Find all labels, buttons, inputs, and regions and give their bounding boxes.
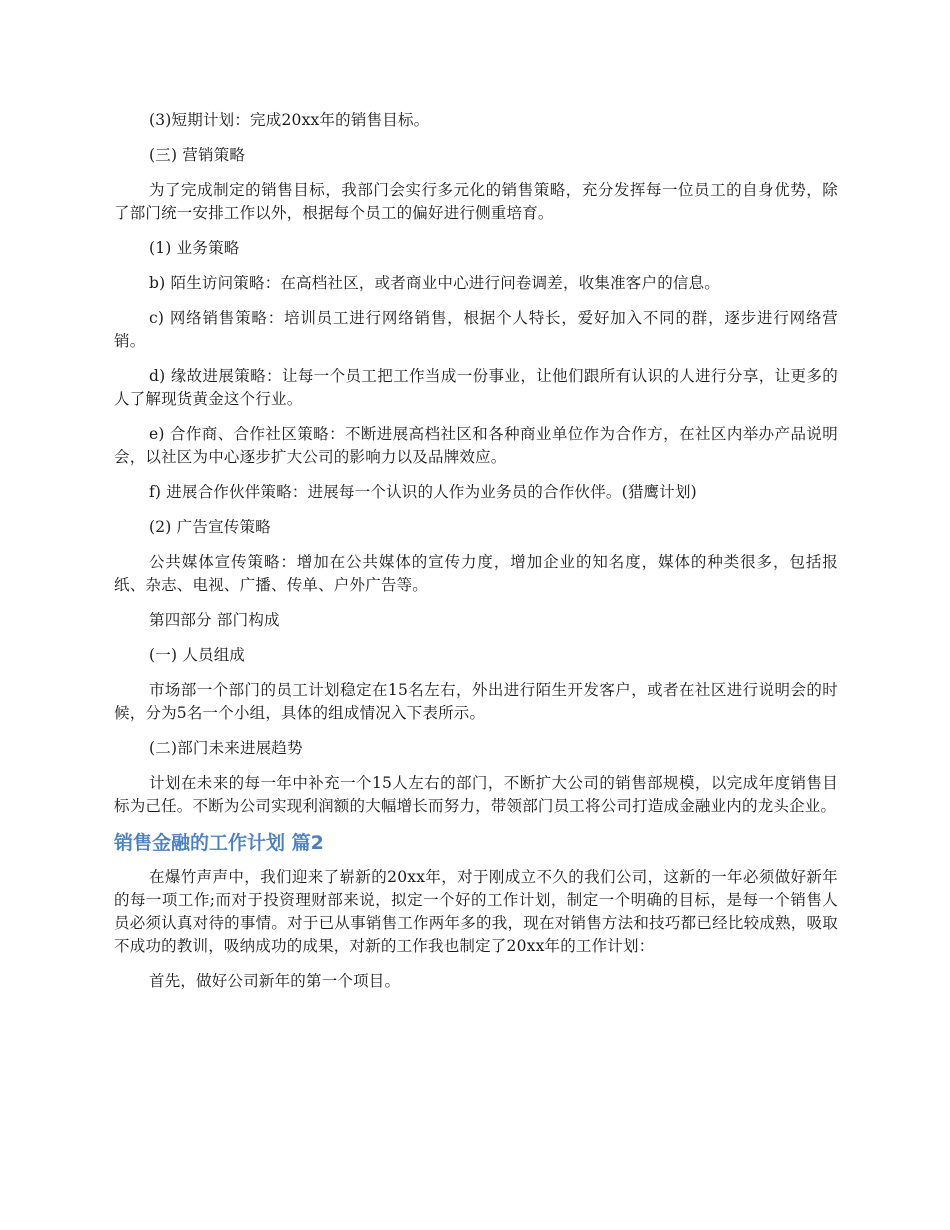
paragraph: 公共媒体宣传策略：增加在公共媒体的宣传力度，增加企业的知名度，媒体的种类很多，包括报纸、杂志、电视、广播、传单、户外广告等。 [114,553,838,594]
paragraph: c) 网络销售策略：培训员工进行网络销售，根据个人特长，爱好加入不同的群，逐步进行网络营销。 [114,309,838,350]
paragraph: 第四部分 部门构成 [149,611,280,629]
paragraph: 为了完成制定的销售目标，我部门会实行多元化的销售策略，充分发挥每一位员工的自身优势，除了部门统一安排工作以外，根据每个员工的偏好进行侧重培育。 [114,181,838,222]
paragraph: f) 进展合作伙伴策略：进展每一个认识的人作为业务员的合作伙伴。(猎鹰计划) [149,483,697,501]
document-body [114,109,838,1005]
paragraph: (2) 广告宣传策略 [149,518,271,536]
paragraph: 市场部一个部门的员工计划稳定在15名左右，外出进行陌生开发客户，或者在社区进行说明会的时候，分为5名一个小组，具体的组成情况入下表所示。 [114,681,838,722]
paragraph: 首先，做好公司新年的第一个项目。 [149,972,401,990]
paragraph: (1) 业务策略 [149,239,240,257]
paragraph: (二)部门未来进展趋势 [149,739,303,757]
paragraph: 计划在未来的每一年中补充一个15人左右的部门，不断扩大公司的销售部规模，以完成年度销售目标为己任。不断为公司实现利润额的大幅增长而努力，带领部门员工将公司打造成金融业内的龙头企业。 [114,774,838,815]
paragraph: e) 合作商、合作社区策略：不断进展高档社区和各种商业单位作为合作方，在社区内举办产品说明会，以社区为中心逐步扩大公司的影响力以及品牌效应。 [114,425,838,466]
paragraph: d) 缘故进展策略：让每一个员工把工作当成一份事业，让他们跟所有认识的人进行分享，让更多的人了解现货黄金这个行业。 [114,367,838,408]
paragraph: (一) 人员组成 [149,646,246,664]
section-heading: 销售金融的工作计划 篇2 [114,832,324,854]
paragraph: (3)短期计划：完成20xx年的销售目标。 [149,111,430,129]
paragraph: 在爆竹声声中，我们迎来了崭新的20xx年，对于刚成立不久的我们公司，这新的一年必须做好新年的每一项工作;而对于投资理财部来说，拟定一个好的工作计划，制定一个明确的目标，是每一个销售人员必须认真对待的事情。对于已从事销售工作两年多的我，现在对销售方法和技巧都已经比较成熟，吸取不成功的教训，吸纳成功的成果，对新的工作我也制定了20xx年的工作计划： [114,868,838,955]
paragraph: b) 陌生访问策略：在高档社区，或者商业中心进行问卷调差，收集准客户的信息。 [149,274,720,292]
paragraph: (三) 营销策略 [149,146,246,164]
